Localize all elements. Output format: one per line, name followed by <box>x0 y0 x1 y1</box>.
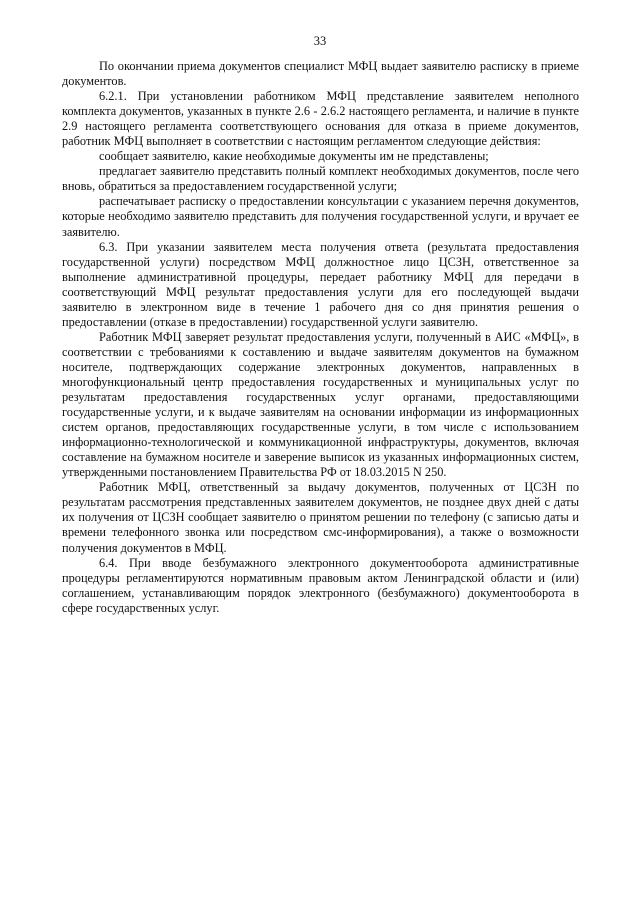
document-body <box>62 59 579 616</box>
paragraph-mfc-certifies-result: Работник МФЦ заверяет результат предоставления услуги, полученный в АИС «МФЦ», в соответствии с требованиями к составлению и выдаче заявителям документов на бумажном носителе, подтверждающих содержание электронных документов, направленных в многофункциональный центр предоставления государственных и муниципальных услуг по результатам предоставления государственных услуг органами, предоставляющими государственные услуги, и к выдаче заявителям на основании информации из информационных систем органов, предоставляющих государственные услуги, в том числе с использованием информационно-технологической и коммуникационной инфраструктуры, документов, включая составление на бумажном носителе и заверение выписок из указанных информационных систем, утвержденными постановлением Правительства РФ от 18.03.2015 N 250. <box>62 329 579 480</box>
paragraph-print-consultation-receipt: распечатывает расписку о предоставлении консультации с указанием перечня документов, которые необходимо заявителю представить для получения государственной услуги, и вручает ее заявителю. <box>62 194 579 239</box>
paragraph-6-3: 6.3. При указании заявителем места получения ответа (результата предоставления государственной услуги) посредством МФЦ должностное лицо ЦСЗН, ответственное за выполнение административной процедуры, передает работнику МФЦ для передачи в соответствующий МФЦ результат предоставления услуги для его последующей выдачи заявителю в электронном виде в течение 1 рабочего дня со дня принятия решения о предоставлении (отказе в предоставлении) государственной услуги заявителю. <box>62 239 579 329</box>
page-number: 33 <box>313 34 327 48</box>
paragraph-receipt-issue: По окончании приема документов специалист МФЦ выдает заявителю расписку в приеме документов. <box>62 59 579 89</box>
paragraph-offer-full-set: предлагает заявителю представить полный комплект необходимых документов, после чего вновь, обратиться за предоставлением государственной услуги; <box>62 164 579 194</box>
paragraph-6-4: 6.4. При вводе безбумажного электронного документооборота административные процедуры регламентируются нормативным правовым актом Ленинградской области и (или) соглашением, устанавливающим порядок электронного (безбумажного) документооборота в сфере государственных услуг. <box>62 555 579 615</box>
paragraph-inform-missing-documents: сообщает заявителю, какие необходимые документы им не представлены; <box>99 149 489 164</box>
paragraph-mfc-notifies-applicant: Работник МФЦ, ответственный за выдачу документов, полученных от ЦСЗН по результатам рассмотрения представленных заявителем документов, не позднее двух дней с даты их получения от ЦСЗН сообщает заявителю о принятом решении по телефону (с записью даты и времени телефонного звонка или посредством смс-информирования), а также о возможности получения документов в МФЦ. <box>62 480 579 555</box>
paragraph-6-2-1: 6.2.1. При установлении работником МФЦ представление заявителем неполного комплекта документов, указанных в пункте 2.6 - 2.6.2 настоящего регламента, и наличие в пункте 2.9 настоящего регламента соответствующего основания для отказа в приеме документов, работник МФЦ выполняет в соответствии с настоящим регламентом следующие действия: <box>62 89 579 149</box>
